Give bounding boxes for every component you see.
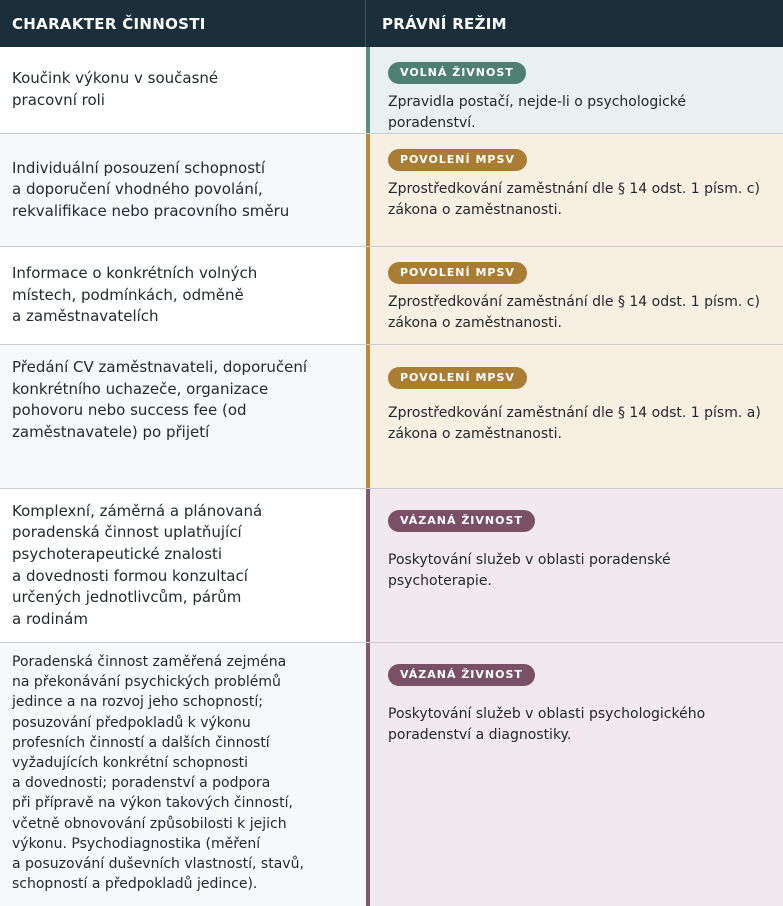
activity-line: profesních činností a dalších činností bbox=[12, 734, 270, 751]
activity-line: místech, podmínkách, odměně bbox=[12, 285, 244, 304]
activity-cell bbox=[0, 489, 366, 642]
status-badge: POVOLENÍ MPSV bbox=[388, 367, 527, 389]
activity-line: konkrétního uchazeče, organizace bbox=[12, 379, 269, 398]
activity-line: na překonávání psychických problémů bbox=[12, 674, 281, 691]
regime-cell bbox=[366, 47, 783, 133]
activity-line: a zaměstnavatelích bbox=[12, 307, 159, 326]
activity-line: rekvalifikace nebo pracovního směru bbox=[12, 201, 290, 220]
activity-line: výkonu. Psychodiagnostika (měření bbox=[12, 835, 261, 852]
regime-line: zákona o zaměstnanosti. bbox=[388, 202, 562, 218]
activity-line: pracovní roli bbox=[12, 91, 105, 109]
regime-line: poradenství a diagnostiky. bbox=[388, 727, 572, 743]
table-header bbox=[0, 0, 783, 47]
activity-line: vyžadujících konkrétní schopnosti bbox=[12, 755, 248, 772]
regime-cell bbox=[366, 247, 783, 344]
regime-line: Poskytování služeb v oblasti psychologického bbox=[388, 706, 706, 722]
regime-line: Zprostředkování zaměstnání dle § 14 odst. 1 písm. c) bbox=[388, 294, 760, 310]
activity-line: zaměstnavatele) po přijetí bbox=[12, 422, 210, 441]
activity-line: jedince a na rozvoj jeho schopností; bbox=[12, 694, 263, 711]
activity-line: Předání CV zaměstnavateli, doporučení bbox=[12, 358, 308, 376]
activity-line: schopností a předpokladů jedince). bbox=[12, 876, 258, 893]
regime-cell bbox=[366, 489, 783, 642]
regime-line: Poskytování služeb v oblasti poradenské psychoterapie. bbox=[388, 552, 671, 589]
regime-description bbox=[388, 550, 773, 592]
activity-line: a doporučení vhodného povolání, bbox=[12, 180, 263, 199]
activity-line: pohovoru nebo success fee (od bbox=[12, 401, 247, 420]
activity-cell bbox=[0, 47, 366, 133]
regime-description bbox=[388, 704, 773, 746]
activity-line: Informace o konkrétních volných bbox=[12, 264, 258, 283]
activity-line: poradenská činnost uplatňující bbox=[12, 523, 242, 542]
activity-line: a rodinám bbox=[12, 609, 88, 628]
activity-line: a dovednosti; poradenství a podpora bbox=[12, 775, 271, 792]
activity-line: určených jednotlivcům, párům bbox=[12, 588, 242, 607]
regime-description bbox=[388, 403, 773, 445]
status-badge: POVOLENÍ MPSV bbox=[388, 262, 527, 284]
regime-line: Zprostředkování zaměstnání dle § 14 odst. 1 písm. a) bbox=[388, 405, 761, 421]
header-activity: CHARAKTER ČINNOSTI bbox=[0, 0, 366, 47]
table-row bbox=[0, 247, 783, 345]
activity-line: při přípravě na výkon takových činností, bbox=[12, 795, 293, 812]
regime-line: zákona o zaměstnanosti. bbox=[388, 426, 562, 442]
activity-cell bbox=[0, 247, 366, 344]
table-row bbox=[0, 489, 783, 643]
regime-line: Zprostředkování zaměstnání dle § 14 odst. 1 písm. c) bbox=[388, 181, 760, 197]
activity-line: Poradenská činnost zaměřená zejména bbox=[12, 654, 287, 670]
activity-line: psychoterapeutické znalosti bbox=[12, 544, 223, 563]
table-row bbox=[0, 134, 783, 247]
regime-cell bbox=[366, 643, 783, 906]
activity-line: a posuzování duševních vlastností, stavů, bbox=[12, 856, 304, 873]
activity-line: Koučink výkonu v současné bbox=[12, 69, 219, 88]
activity-cell bbox=[0, 643, 366, 906]
regime-description bbox=[388, 92, 773, 134]
header-regime: PRÁVNÍ REŽIM bbox=[382, 14, 507, 33]
table-row bbox=[0, 643, 783, 906]
table-row bbox=[0, 47, 783, 134]
regime-description bbox=[388, 179, 773, 221]
status-badge: VÁZANÁ ŽIVNOST bbox=[388, 510, 535, 532]
activity-cell bbox=[0, 134, 366, 246]
regime-line: zákona o zaměstnanosti. bbox=[388, 315, 562, 331]
regime-line: Zpravidla postačí, nejde-li o psychologické poradenství. bbox=[388, 94, 687, 131]
table-row bbox=[0, 345, 783, 489]
activity-line: a dovednosti formou konzultací bbox=[12, 566, 248, 585]
status-badge: VÁZANÁ ŽIVNOST bbox=[388, 664, 535, 686]
activity-line: Komplexní, záměrná a plánovaná bbox=[12, 501, 263, 520]
activity-line: Individuální posouzení schopností bbox=[12, 158, 266, 177]
activity-line: včetně obnovování způsobilosti k jejich bbox=[12, 815, 287, 832]
regime-cell bbox=[366, 134, 783, 246]
status-badge: VOLNÁ ŽIVNOST bbox=[388, 62, 526, 84]
activity-line: posuzování předpokladů k výkonu bbox=[12, 714, 251, 731]
activity-cell bbox=[0, 345, 366, 488]
regime-description bbox=[388, 292, 773, 334]
status-badge: POVOLENÍ MPSV bbox=[388, 149, 527, 171]
regime-cell bbox=[366, 345, 783, 488]
